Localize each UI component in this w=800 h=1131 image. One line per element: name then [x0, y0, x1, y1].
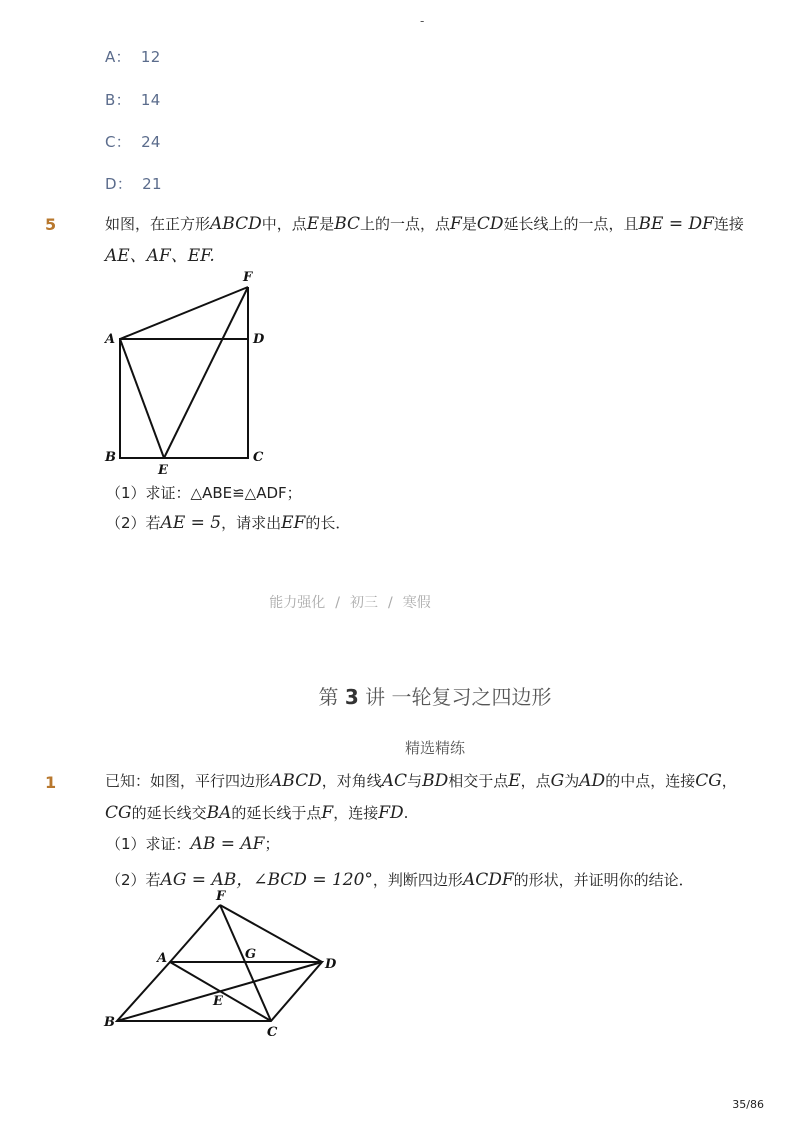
label-d: D — [253, 332, 265, 347]
header-mark: - — [420, 14, 425, 28]
label-e: E — [158, 463, 168, 478]
question-5-part-2: （2）若AE = 5，请求出EF的长． — [106, 513, 351, 533]
label-c: C — [267, 1025, 278, 1040]
diagonal-bd — [117, 962, 322, 1021]
question-5-text: 如图，在正方形ABCD中，点E是BC上的一点，点F是CD延长线上的一点，且BE = DF连接 AE、AF、EF. — [105, 214, 744, 266]
segment-fd — [220, 905, 322, 962]
question-5-number: 5 — [45, 215, 57, 234]
label-f: F — [243, 270, 253, 285]
page-number: 35/86 — [732, 1098, 764, 1111]
course-tag: 能力强化 / 初三 / 寒假 — [269, 595, 431, 611]
question-1-figure — [95, 886, 355, 1046]
label-a: A — [157, 951, 168, 966]
label-f: F — [216, 889, 226, 904]
lecture-title: 第 3 讲 一轮复习之四边形 — [318, 685, 552, 709]
question-1-number: 1 — [45, 773, 57, 792]
label-g: G — [245, 947, 257, 962]
question-1-text: 已知：如图，平行四边形ABCD，对角线AC与BD相交于点E，点G为AD的中点，连接CG， CG的延长线交BA的延长线于点F，连接FD. — [105, 771, 737, 823]
question-5-figure — [95, 265, 285, 480]
section-title: 精选精练 — [404, 739, 465, 757]
option-d: D： 21 — [105, 175, 162, 193]
label-b: B — [104, 1015, 115, 1030]
label-d: D — [325, 957, 337, 972]
option-b: B： 14 — [105, 91, 161, 109]
segment-af — [170, 905, 220, 962]
segment-ae — [120, 339, 164, 458]
segment-ef — [164, 287, 248, 458]
option-a: A： 12 — [105, 48, 161, 66]
option-c: C： 24 — [105, 133, 161, 151]
segment-af — [120, 287, 248, 339]
question-1-part-2: （2）若AG = AB，∠BCD = 120°，判断四边形ACDF的形状，并证明你的结论． — [106, 870, 694, 890]
question-1-part-1: （1）求证：AB = AF； — [106, 834, 280, 854]
square-abcd — [120, 339, 248, 458]
label-c: C — [253, 450, 264, 465]
label-b: B — [105, 450, 116, 465]
label-e: E — [213, 994, 223, 1009]
question-5-part-1: （1）求证：△ABE≌△ADF； — [106, 484, 302, 502]
label-a: A — [105, 332, 116, 347]
